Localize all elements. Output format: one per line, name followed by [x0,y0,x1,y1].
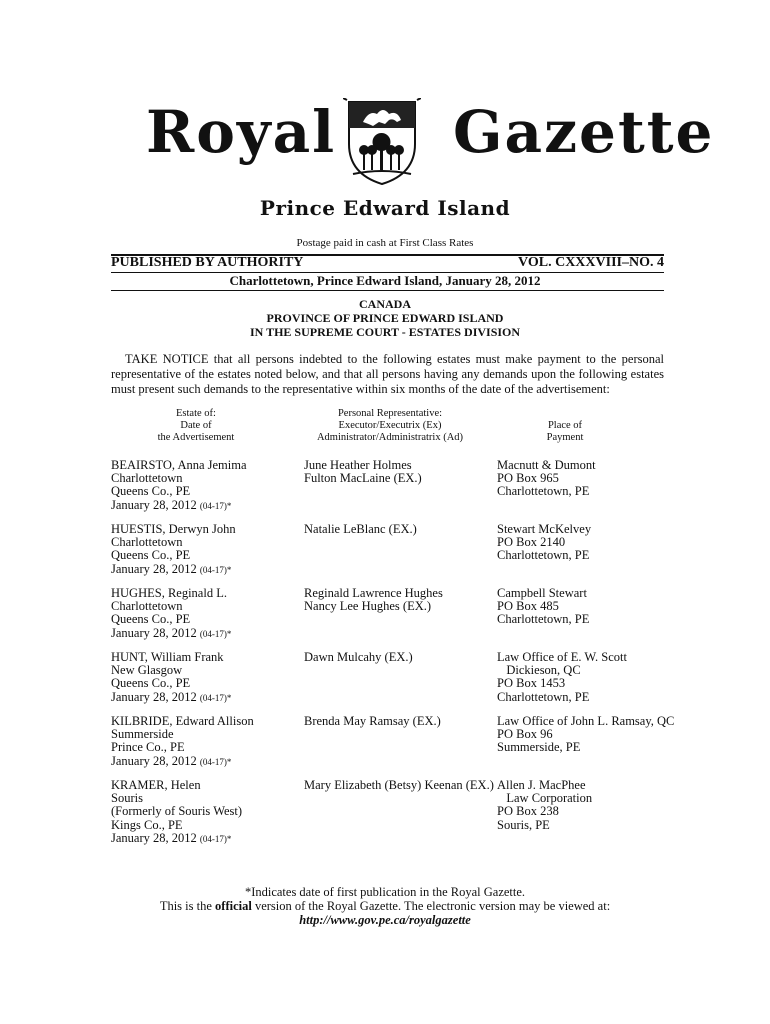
estate-date [111,563,296,577]
estate-line: Queens Co., PE [111,484,191,499]
estate-date [111,755,296,769]
estate-line: Queens Co., PE [111,676,191,691]
column-header-estate [111,408,281,444]
representative-line: Fulton MacLaine (EX.) [304,471,422,486]
estate-name: KILBRIDE, Edward Allison [111,714,254,728]
advert-date: January 28, 2012 [111,561,197,576]
estate-date [111,499,296,513]
payment-line: Dickieson, QC [497,663,581,678]
representative-column [304,523,494,536]
estate-line: Queens Co., PE [111,612,191,627]
payment-line: PO Box 96 [497,727,553,742]
representative-line: June Heather Holmes [304,458,412,472]
advert-date: January 28, 2012 [111,689,197,704]
heading-canada: CANADA [359,297,411,311]
estate-line: Charlottetown [111,599,183,614]
official-post: version of the Royal Gazette. The electronic version may be viewed at: [251,899,611,913]
estate-line: Prince Co., PE [111,740,185,755]
payment-line: PO Box 485 [497,599,559,614]
estate-line: Queens Co., PE [111,548,191,563]
advert-code: (04-17)* [199,692,232,703]
estate-column [111,779,296,846]
representative-line: Natalie LeBlanc (EX.) [304,522,417,536]
column-header-representative [300,408,480,444]
estate-name: BEAIRSTO, Anna Jemima [111,458,247,472]
gazette-url-link[interactable]: http://www.gov.pe.ca/royalgazette [299,913,471,927]
advert-code: (04-17)* [199,500,232,511]
payment-line: Summerside, PE [497,740,581,755]
advert-date: January 28, 2012 [111,830,197,845]
advert-date: January 28, 2012 [111,497,197,512]
estate-line: Souris [111,791,143,806]
representative-column [304,651,494,664]
payment-line: Charlottetown, PE [497,548,590,563]
masthead [0,96,770,186]
payment-line: Law Corporation [497,791,593,806]
masthead-subtitle: Prince Edward Island [259,196,511,220]
payment-column [497,779,677,832]
payment-line: Allen J. MacPhee [497,778,586,792]
estate-column [111,587,296,641]
publication-line [111,255,664,273]
representative-line: Nancy Lee Hughes (EX.) [304,599,432,614]
masthead-gazette: Gazette [453,98,715,166]
representative-line: Reginald Lawrence Hughes [304,586,443,600]
pei-coat-of-arms-icon [343,98,421,186]
estate-name: HUESTIS, Derwyn John [111,522,236,536]
rule-bottom [111,290,664,291]
estate-line: Kings Co., PE [111,817,183,832]
payment-column [497,587,677,627]
payment-line: Law Office of E. W. Scott [497,650,627,664]
estate-name: HUGHES, Reginald L. [111,586,227,600]
column-header-line: Place of [547,420,583,431]
heading-court: IN THE SUPREME COURT - ESTATES DIVISION [249,325,521,339]
column-header-line: Executor/Executrix (Ex) [338,420,442,431]
estate-column [111,459,296,513]
estate-line: Charlottetown [111,535,183,550]
column-header-line: Payment [546,432,584,443]
representative-line: Dawn Mulcahy (EX.) [304,650,413,664]
column-header-payment [520,420,610,444]
masthead-royal: Royal [146,98,337,166]
notice-paragraph: TAKE NOTICE that all persons indebted to the following estates must make payment to the personal representative of the estates noted below, and that all persons having any demands upon the following estates must present such demands to the representative within six months of the date of the advertisement: [111,352,664,396]
column-header-line: Date of [180,420,212,431]
payment-column [497,459,677,499]
payment-line: Charlottetown, PE [497,484,590,499]
payment-line: Souris, PE [497,817,550,832]
advert-code: (04-17)* [199,756,232,767]
estate-name: HUNT, William Frank [111,650,224,664]
representative-column [304,715,494,728]
estate-column [111,715,296,769]
payment-column [497,715,677,755]
payment-line: PO Box 965 [497,471,559,486]
payment-column [497,523,677,563]
advert-code: (04-17)* [199,564,232,575]
estate-line: (Formerly of Souris West) [111,804,243,819]
estate-name: KRAMER, Helen [111,778,201,792]
advert-code: (04-17)* [199,628,232,639]
representative-column [304,779,494,792]
estate-column [111,523,296,577]
dateline: Charlottetown, Prince Edward Island, January 28, 2012 [229,273,541,288]
official-pre: This is the [159,899,216,913]
payment-line: PO Box 2140 [497,535,566,550]
estate-date [111,627,296,641]
payment-line: PO Box 238 [497,804,559,819]
payment-line: Stewart McKelvey [497,522,592,536]
representative-column [304,459,494,485]
heading-province: PROVINCE OF PRINCE EDWARD ISLAND [266,311,504,325]
official-word: official [215,899,252,913]
advert-date: January 28, 2012 [111,753,197,768]
column-header-line: Estate of: [176,408,216,419]
footer-note: *Indicates date of first publication in the Royal Gazette. [244,885,526,899]
postage-line: Postage paid in cash at First Class Rates [296,237,474,249]
representative-line: Mary Elizabeth (Betsy) Keenan (EX.) [304,778,494,792]
estate-line: Charlottetown [111,471,183,486]
estate-column [111,651,296,705]
advert-code: (04-17)* [199,833,232,844]
payment-column [497,651,677,704]
estate-date [111,691,296,705]
payment-line: Law Office of John L. Ramsay, QC [497,714,675,728]
estate-line: Summerside [111,727,174,742]
representative-line: Brenda May Ramsay (EX.) [304,714,441,728]
column-header-line: Personal Representative: [337,408,443,419]
representative-column [304,587,494,613]
footer-official-line [0,899,770,914]
advert-date: January 28, 2012 [111,625,197,640]
column-header-line: Administrator/Administratrix (Ad) [316,432,464,443]
payment-line: Campbell Stewart [497,586,587,600]
payment-line: Macnutt & Dumont [497,458,596,472]
payment-line: PO Box 1453 [497,676,566,691]
published-by-authority: PUBLISHED BY AUTHORITY [111,255,304,270]
estate-date [111,832,296,846]
column-header-line: the Advertisement [157,432,235,443]
volume-number: VOL. CXXXVIII–NO. 4 [518,255,664,270]
payment-line: Charlottetown, PE [497,612,590,627]
estate-line: New Glasgow [111,663,183,678]
payment-line: Charlottetown, PE [497,689,590,704]
